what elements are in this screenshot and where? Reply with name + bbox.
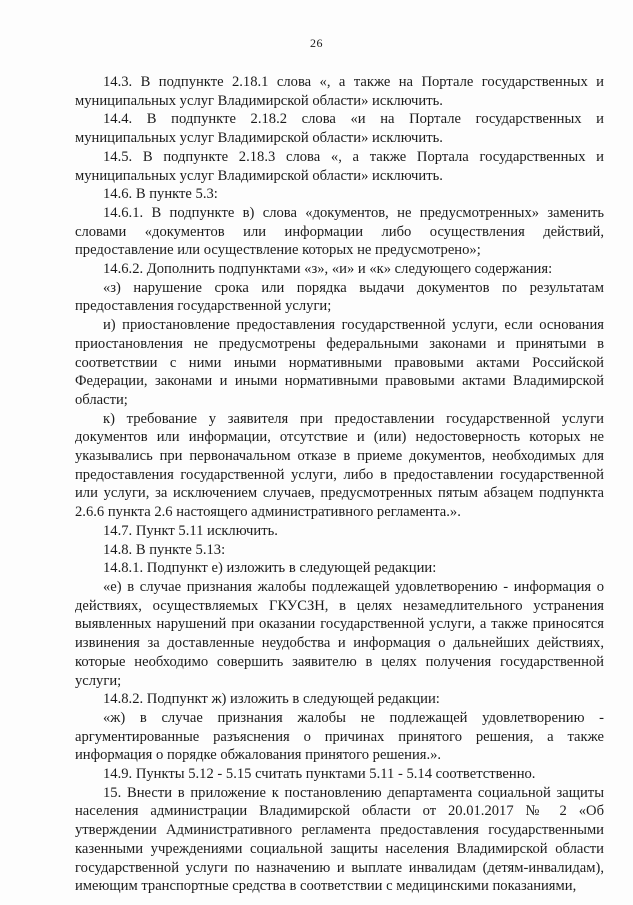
paragraph-14-3: 14.3. В подпункте 2.18.1 слова «, а также на Портале государственных и муниципальных услуг Владимирской области» исключить. (75, 74, 604, 109)
subparagraph-k: к) требование у заявителя при предоставлении государственной услуги документов или информации, отсутствие и (или) недостоверность которых не указывались при первоначальном отказе в приеме документов, необходимых для предоставления государственной услуги, либо в предоставлении государственной или услуги, за исключением случаев, предусмотренных пятым абзацем подпункта 2.6.6 пункта 2.6 настоящего административного регламента.». (75, 410, 604, 521)
paragraph-14-7: 14.7. Пункт 5.11 исключить. (103, 522, 278, 539)
subparagraph-e: «е) в случае признания жалобы подлежащей удовлетворению - информация о действиях, осуществляемых ГКУСЗН, в целях незамедлительного устранения выявленных нарушений при оказании государственной услуги, а также приносятся извинения за доставленные неудобства и информация о дальнейших действиях, которые необходимо совершить заявителю в целях получения государственной услуги; (75, 578, 604, 689)
paragraph-14-8-2: 14.8.2. Подпункт ж) изложить в следующей редакции: (103, 691, 440, 708)
paragraph-15: 15. Внести в приложение к постановлению департамента социальной защиты населения администрации Владимирской области от 20.01.2017 № 2 «Об утверждении Административного регламента предоставления государственными казенными учреждениями социальной защиты населения Владимирской области государственной услуги по назначению и выплате инвалидам (детям-инвалидам), имеющим транспортные средства в соответствии с медицинскими показаниями, (75, 784, 604, 895)
paragraph-14-8: 14.8. В пункте 5.13: (103, 541, 226, 558)
subparagraph-z: «з) нарушение срока или порядка выдачи документов по результатам предоставления государственной услуги; (75, 279, 604, 315)
document-body (75, 73, 604, 896)
subparagraph-i: и) приостановление предоставления государственной услуги, если основания приостановления не предусмотрены федеральными законами и принятыми в соответствии с ними иными нормативными правовыми актами Российской Федерации, законами и иными нормативными правовыми актами Владимирской области; (75, 317, 604, 408)
paragraph-14-6: 14.6. В пункте 5.3: (103, 186, 218, 203)
paragraph-14-6-1: 14.6.1. В подпункте в) слова «документов, не предусмотренных» заменить словами «документов или информации либо осуществления действий, предоставление или осуществление которых не предусмотрено»; (75, 204, 604, 259)
subparagraph-zh: «ж) в случае признания жалобы не подлежащей удовлетворению - аргументированные разъяснения о причинах принятого решения, а также информация о порядке обжалования принятого решения.». (75, 709, 604, 764)
paragraph-14-9: 14.9. Пункты 5.12 - 5.15 считать пунктами 5.11 - 5.14 соответственно. (103, 766, 536, 783)
page-number: 26 (310, 36, 323, 50)
paragraph-14-8-1: 14.8.1. Подпункт е) изложить в следующей редакции: (103, 560, 437, 577)
paragraph-14-4: 14.4. В подпункте 2.18.2 слова «и на Портале государственных и муниципальных услуг Владимирской области» исключить. (75, 111, 604, 147)
paragraph-14-6-2: 14.6.2. Дополнить подпунктами «з», «и» и «к» следующего содержания: (103, 261, 553, 278)
paragraph-14-5: 14.5. В подпункте 2.18.3 слова «, а также Портала государственных и муниципальных услуг Владимирской области» исключить. (75, 148, 604, 184)
